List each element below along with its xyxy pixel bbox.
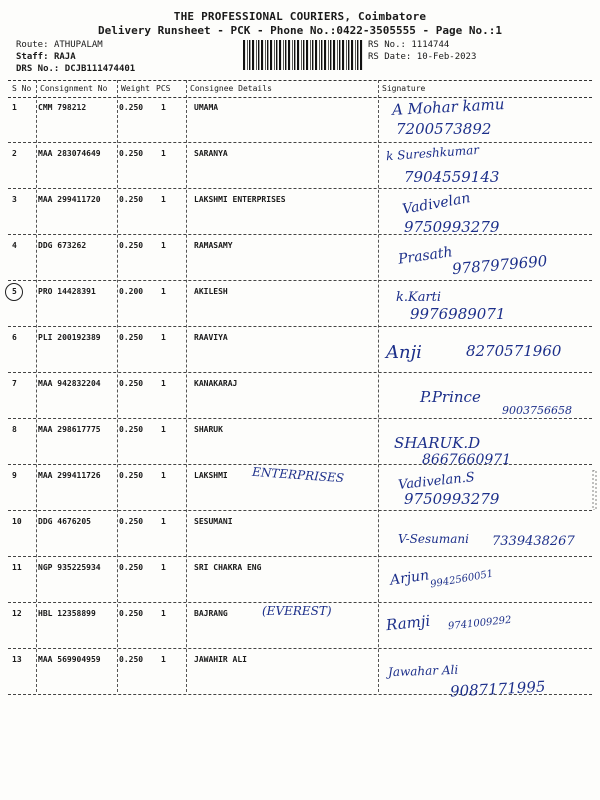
runsheet-subtitle: Delivery Runsheet - PCK - Phone No.:0422-3505555 - Page No.:1 [98,24,502,37]
handwritten-phone: 9750993279 [404,490,500,508]
rs-date-label: RS Date: [368,52,412,62]
handwritten-name: P.Prince [420,388,481,406]
handwritten-phone: 9003756658 [502,404,572,417]
row-sno: 9 [12,471,17,480]
row-sno: 5 [12,287,17,296]
row-consignee: AKILESH [194,287,228,296]
row-pcs: 1 [161,287,166,296]
handwritten-name: Prasath [397,244,454,268]
row-pcs: 1 [161,517,166,526]
row-consignment-no: MAA 569904959 [38,655,101,664]
row-weight: 0.250 [119,241,144,250]
row-pcs: 1 [161,609,166,618]
handwritten-phone: 9741009292 [447,614,513,633]
rs-date-line [368,52,476,62]
handwritten-name: Vadivelan [401,190,472,218]
handwritten-name: Jawahar Ali [387,662,459,680]
col-consignee: Consignee Details [190,84,272,93]
rs-date-value: 10-Feb-2023 [416,52,477,62]
handwritten-phone: 9750993279 [404,218,500,236]
col-weight: Weight [121,84,150,93]
row-sno: 4 [12,241,17,250]
row-consignee: RAMASAMY [194,241,233,250]
rs-no-label: RS No.: [368,40,406,50]
edge-stamp-icon [592,470,598,510]
row-pcs: 1 [161,195,166,204]
row-consignment-no: DDG 4676205 [38,517,91,526]
table-row [8,189,592,235]
row-pcs: 1 [161,563,166,572]
handwritten-phone: 9942560051 [429,568,495,591]
row-sno: 12 [12,609,22,618]
handwritten-phone: 7339438267 [492,534,575,549]
row-weight: 0.250 [119,471,144,480]
row-sno: 6 [12,333,17,342]
handwritten-name: Anji [386,342,422,363]
row-consignment-no: MAA 299411720 [38,195,101,204]
row-pcs: 1 [161,379,166,388]
row-consignment-no: MAA 283074649 [38,149,101,158]
row-pcs: 1 [161,471,166,480]
rs-no-line [368,40,449,50]
row-pcs: 1 [161,103,166,112]
handwritten-name: V-Sesumani [398,532,469,546]
row-weight: 0.250 [119,517,144,526]
row-consignment-no: NGP 935225934 [38,563,101,572]
route-value: ATHUPALAM [53,40,103,50]
row-consignment-no: MAA 942832204 [38,379,101,388]
row-weight: 0.250 [119,149,144,158]
row-weight: 0.250 [119,195,144,204]
handwritten-name: Vadivelan.S [397,470,476,493]
row-consignment-no: PLI 200192389 [38,333,101,342]
drs-value: DCJB111474401 [64,64,136,74]
row-consignee: RAAVIYA [194,333,228,342]
route-line [16,40,103,50]
table-row [8,143,592,189]
handwritten-phone: 9976989071 [410,305,506,323]
row-consignee: LAKSHMI ENTERPRISES [194,195,286,204]
row-weight: 0.250 [119,333,144,342]
handwritten-phone: 7904559143 [404,168,500,186]
handwritten-name: A Mohar kamu [391,95,505,119]
row-sno: 11 [12,563,22,572]
row-weight: 0.250 [119,425,144,434]
row-sno: 3 [12,195,17,204]
row-consignment-no: CMM 798212 [38,103,87,112]
row-consignment-no: HBL 12358899 [38,609,96,618]
row-consignee: SRI CHAKRA ENG [194,563,262,572]
company-title: THE PROFESSIONAL COURIERS, Coimbatore [173,10,427,23]
row-weight: 0.250 [119,379,144,388]
handwritten-note: (EVEREST) [262,604,332,618]
drs-line [16,64,135,74]
handwritten-name: SHARUK.D [394,434,481,452]
row-weight: 0.250 [119,655,144,664]
row-sno: 2 [12,149,17,158]
row-sno: 10 [12,517,22,526]
handwritten-phone: 9787979690 [451,251,549,279]
row-consignment-no: MAA 299411726 [38,471,101,480]
handwritten-name: k.Karti [396,290,442,305]
col-consignment: Consignment No [40,84,108,93]
table-header [8,80,592,98]
row-sno: 1 [12,103,17,112]
row-consignee: BAJRANG [194,609,228,618]
handwritten-name: Arjun [389,567,431,589]
row-consignee: LAKSHMI [194,471,228,480]
row-consignee: SHARUK [194,425,223,434]
table-row [8,557,592,603]
row-weight: 0.250 [119,609,144,618]
staff-value: RAJA [53,52,76,62]
staff-label: Staff: [16,52,49,62]
handwritten-name: Ramji [385,611,432,635]
row-pcs: 1 [161,241,166,250]
row-pcs: 1 [161,655,166,664]
circle-annotation [5,283,23,301]
row-consignee: UMAMA [194,103,219,112]
row-pcs: 1 [161,425,166,434]
row-sno: 13 [12,655,22,664]
barcode-icon [242,40,364,70]
row-consignee: JAWAHIR ALI [194,655,247,664]
handwritten-phone: 9087171995 [449,677,546,701]
row-weight: 0.250 [119,563,144,572]
drs-label: DRS No.: [16,64,60,74]
row-pcs: 1 [161,149,166,158]
row-consignment-no: PRO 14428391 [38,287,96,296]
col-sno: S No [12,84,32,93]
row-sno: 8 [12,425,17,434]
staff-line [16,52,76,62]
row-consignee: SARANYA [194,149,228,158]
handwritten-phone: 8667660971 [422,452,512,468]
row-consignment-no: DDG 673262 [38,241,87,250]
route-label: Route: [16,40,49,50]
handwritten-phone: 8270571960 [466,342,562,360]
handwritten-note: ENTERPRISES [251,464,345,486]
row-consignment-no: MAA 298617775 [38,425,101,434]
row-consignee: KANAKARAJ [194,379,238,388]
row-pcs: 1 [161,333,166,342]
row-sno: 7 [12,379,17,388]
col-pcs: PCS [156,84,171,93]
row-weight: 0.200 [119,287,144,296]
handwritten-name: k Sureshkumar [385,142,480,164]
row-weight: 0.250 [119,103,144,112]
row-consignee: SESUMANI [194,517,233,526]
rs-no-value: 1114744 [411,40,450,50]
col-signature: Signature [382,84,426,93]
handwritten-phone: 7200573892 [396,120,492,138]
